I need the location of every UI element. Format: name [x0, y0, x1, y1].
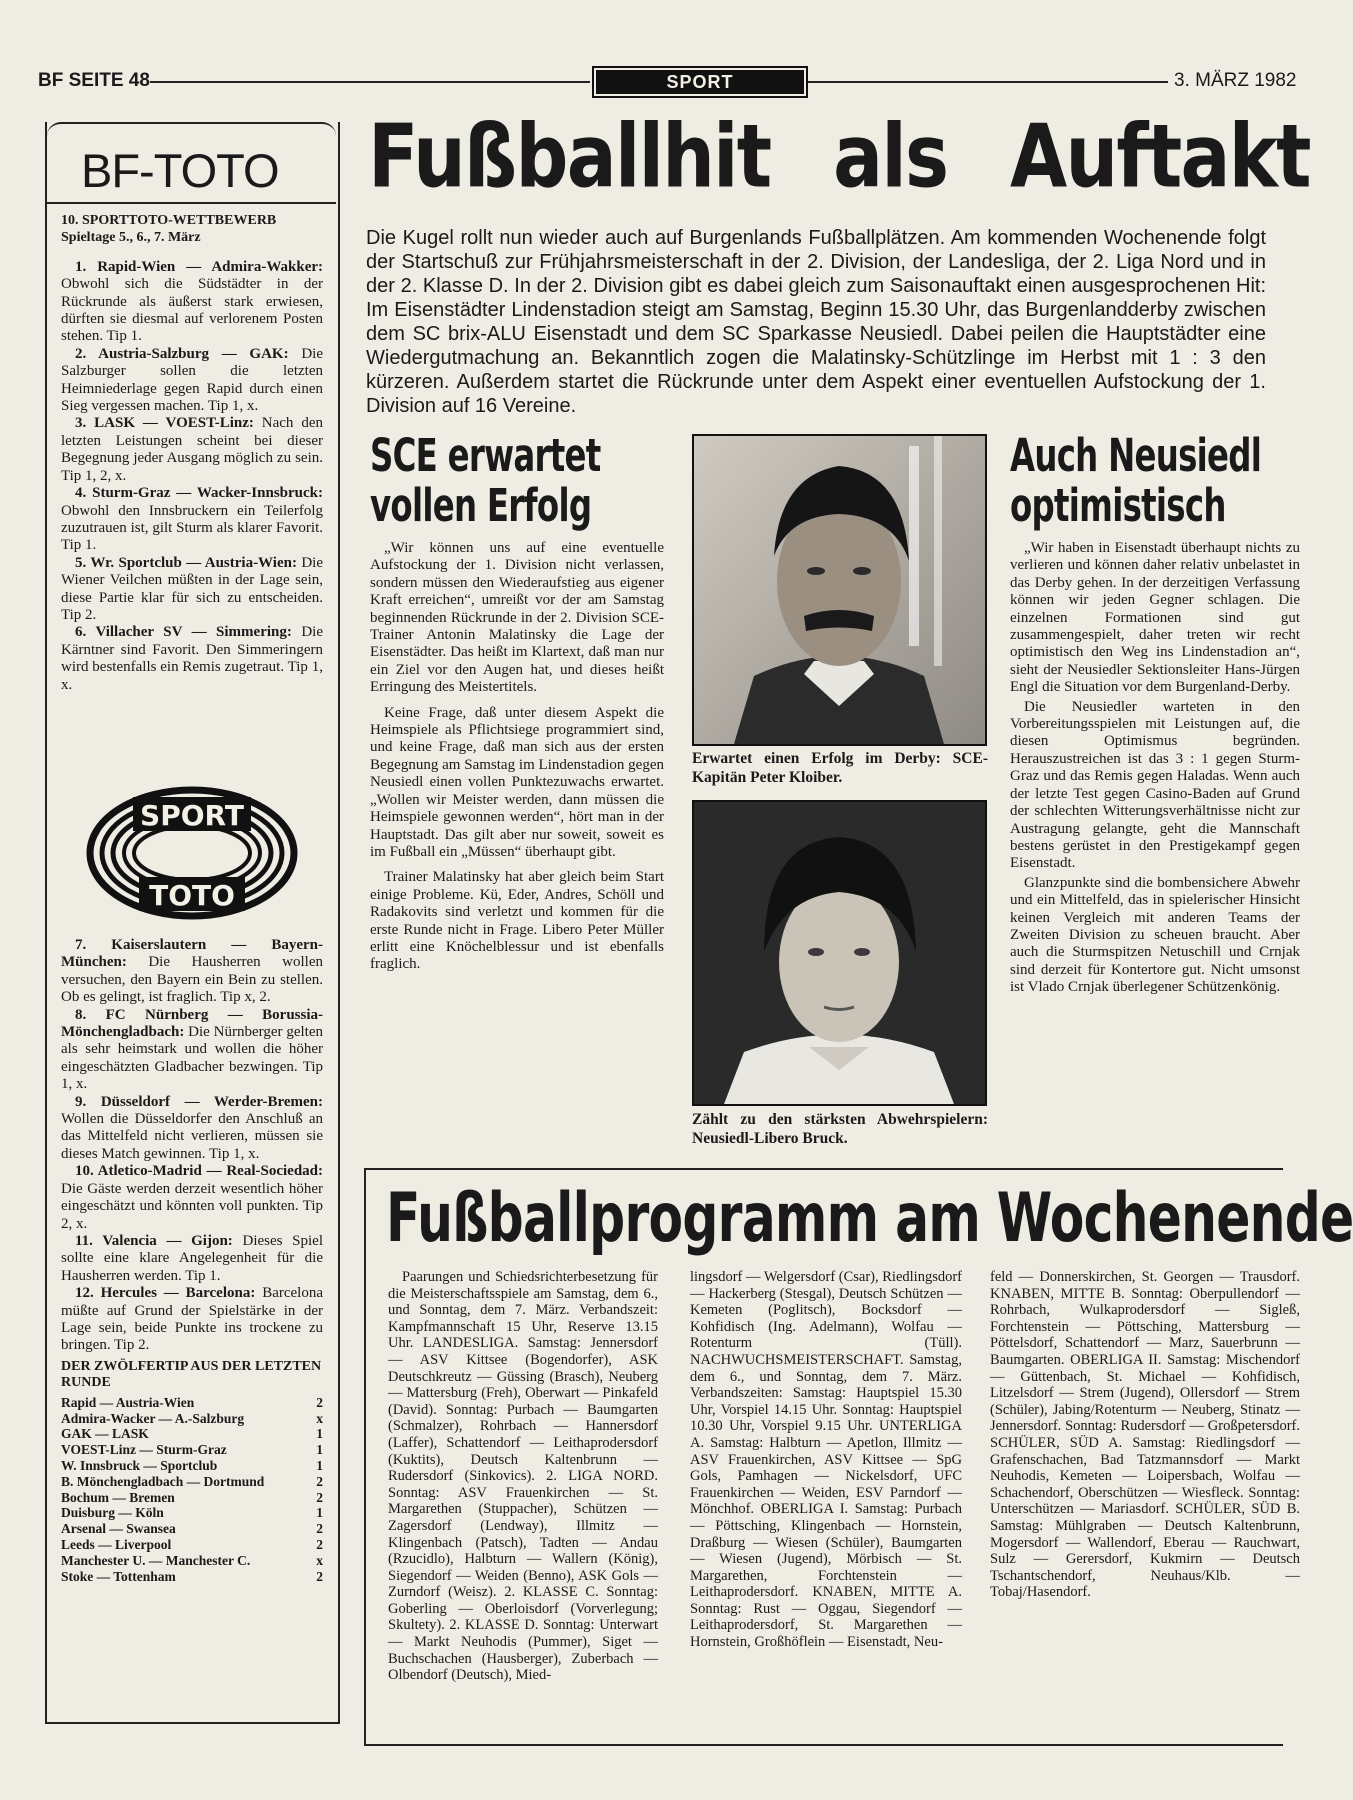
sce-article	[370, 540, 664, 974]
tip-row	[61, 1505, 323, 1521]
toto-comment: Wollen die Düsseldorfer den Anschluß an das Mittelfeld nicht verlieren, müssen sie dieses Match gewinnen. Tip 1, x.	[61, 1111, 323, 1162]
tip-match: Manchester U. — Manchester C.	[61, 1552, 251, 1568]
toto-comment: Die Wiener Veilchen müßten in der Lage sein, diese Partie klar für sich zu entscheiden. Tip 2.	[61, 554, 323, 623]
tip-value: 2	[316, 1521, 323, 1537]
toto-prediction-item	[61, 1163, 323, 1233]
tip-match: VOEST-Linz — Sturm-Graz	[61, 1442, 227, 1458]
tip-value: 2	[316, 1473, 323, 1489]
toto-prediction-item	[61, 259, 323, 346]
neusiedl-headline-line2: optimistisch	[1010, 479, 1226, 532]
toto-prediction-item	[61, 1233, 323, 1285]
tip-row	[61, 1458, 323, 1474]
header-rule-right	[808, 81, 1168, 83]
toto-match: 3. LASK — VOEST-Linz:	[75, 415, 254, 432]
tip-match: Duisburg — Köln	[61, 1505, 164, 1521]
tip-row	[61, 1569, 323, 1585]
toto-match: 11. Valencia — Gijon:	[75, 1232, 233, 1249]
main-intro: Die Kugel rollt nun wieder auch auf Burgenlands Fußballplätzen. Am kommenden Wochenende folgt der Startschuß zur Frühjahrsmeisterschaft in der 2. Division, der Landesliga, der 2. Liga Nord und in der 2. Klasse D. In der 2. Division gibt es dabei gleich zum Saisonauftakt einen ausgesprochenen Hit: Im Eisenstädter Lindenstadion steigt am Samstag, Beginn 15.30 Uhr, das Burgenlandderby zwischen dem SC brix-ALU Eisenstadt und dem SC Sparkasse Neusiedl. Dabei peilen die Hauptstädter eine Wiedergutmachung an. Bekanntlich zogen die Malatinsky-Schützlinge im Herbst mit 1 : 3 den kürzeren. Außerdem startet die Rückrunde unter dem Aspekt einer eventuellen Aufstockung der 1. Division auf 16 Vereine.	[366, 227, 1266, 417]
tip-row	[61, 1442, 323, 1458]
program-text-2: lingsdorf — Welgersdorf (Csar), Riedlingsdorf — Hackerberg (Stesgal), Deutsch Schützen — Kemeten (Poglitsch), Bocksdorf — Kohfidisch (Ing. Adelmann), Wolfau — Rotenturm (Tüll). NACHWUCHSMEISTERSCHAFT. Samstag, dem 6., und Sonntag, dem 7. März. Verbandszeiten: Samstag: Hauptspiel 15.30 Uhr, Vorspiel 14.15 Uhr. Sonntag: Hauptspiel 10.30 Uhr, Vorspiel 9.15 Uhr. UNTERLIGA A. Samstag: Halbturn — Apetlon, Illmitz — ASV Frauenkirchen, ASV Kittsee — SpG Gols, Pamhagen — Nickelsdorf, UFC Frauenkirchen — Weiden, ESV Parndorf — Mönchhof. OBERLIGA I. Samstag: Purbach — Pöttsching, Klingenbach — Hornstein, Draßburg — Wiesen (Schüler), Baumgarten — Wiesen (Jugend), Mörbisch — St. Margarethen, Forchtenstein — Leithaprodersdorf. KNABEN, MITTE A. Sonntag: Rust — Oggau, Siegendorf — Leithaprodersdorf, St. Margarethen — Hornstein, Großhöflein — Eisenstadt, Neu-	[690, 1269, 963, 1651]
neusiedl-paragraph-2: Die Neusiedler warteten in den Vorbereitungsspielen mit Leistungen auf, die diesen Optimismus begründen. Herauszustreichen ist das 3 : 1 gegen Sturm-Graz und das Remis gegen Haladas. Wenn auch der letzte Test gegen Casino-Baden auf Grund der schlechten Witterungsverhältnisse nicht zur Austragung gelangte, geht die Mannschaft bestens gerüstet in den Prestigekampf gegen Eisenstadt.	[1010, 698, 1300, 872]
sport-toto-logo-graphic	[87, 787, 297, 919]
toto-prediction-item	[61, 415, 323, 485]
tip-match: GAK — LASK	[61, 1426, 149, 1442]
tip-value: 1	[316, 1505, 323, 1521]
tip-value: x	[316, 1410, 323, 1426]
toto-match: 1. Rapid-Wien — Admira-Wakker:	[75, 258, 323, 275]
toto-prediction-item	[61, 624, 323, 694]
neusiedl-paragraph-1: „Wir haben in Eisenstadt überhaupt nichts zu verlieren und können daher relativ unbelastet in das Derby gehen. In der derzeitigen Verfassung können wir jeden Gegner schlagen. Die einzelnen Formationen sind gut zusammengespielt, daher treten wir recht optimistisch den Weg ins Lindenstadion an“, sieht der Neusiedler Sektionsleiter Hans-Jürgen Engl die Situation vor dem Burgenland-Derby.	[1010, 540, 1300, 696]
tip-value: 1	[316, 1442, 323, 1458]
tip-match: B. Mönchengladbach — Dortmund	[61, 1473, 265, 1489]
sce-paragraph-1: „Wir können uns auf eine eventuelle Aufstockung der 1. Division nicht verlassen, sondern müssen den Wiederaufstieg aus eigener Kraft erreichen“, umreißt vor der am Samstag beginnenden Rückrunde in der 2. Division SCE-Trainer Antonin Malatinsky die Lage der Eisenstädter. Das heißt im Klartext, daß man nur ein Ziel vor den Augen hat, und dieses heißt Erringung des Meistertitels.	[370, 540, 664, 696]
tip-value: 2	[316, 1536, 323, 1552]
toto-match: 7. Kaiserslautern — Bayern-München:	[61, 937, 323, 971]
main-headline-wrap	[368, 105, 1310, 208]
toto-match: 6. Villacher SV — Simmering:	[75, 624, 292, 641]
section-label: SPORT	[666, 72, 734, 92]
tip-value: 2	[316, 1568, 323, 1584]
program-headline: Fußballprogramm am Wochenende	[386, 1179, 1353, 1258]
program-col-3	[990, 1269, 1300, 1729]
toto-comment: Dieses Spiel sollte eine klare Angelegenheit für die Hausherren werden. Tip 1.	[61, 1232, 323, 1284]
logo-text-sport: SPORT	[140, 799, 244, 832]
sce-headline-line1: SCE erwartet	[370, 429, 601, 482]
toto-match: 9. Düsseldorf — Werder-Bremen:	[75, 1093, 323, 1110]
tip-row	[61, 1490, 323, 1506]
logo-text-toto: TOTO	[149, 879, 235, 912]
sce-headline-wrap	[370, 431, 670, 536]
toto-match: 2. Austria-Salzburg — GAK:	[75, 345, 289, 362]
tip-row	[61, 1474, 323, 1490]
photo-kloiber-caption: Erwartet einen Erfolg im Derby: SCE-Kapitän Peter Kloiber.	[692, 750, 988, 786]
program-headline-wrap	[386, 1179, 1353, 1262]
issue-date: 3. MÄRZ 1982	[1174, 70, 1297, 91]
photo-kloiber-image	[694, 436, 985, 744]
tip-match: Rapid — Austria-Wien	[61, 1394, 195, 1410]
toto-dates: Spieltage 5., 6., 7. März	[61, 230, 201, 246]
toto-box	[45, 122, 340, 1724]
toto-comment: Die Gäste werden derzeit wesentlich höher eingeschätzt und könnten voll punkten. Tip 2, x.	[61, 1180, 323, 1232]
toto-prediction-item	[61, 1285, 323, 1355]
toto-prediction-item	[61, 1094, 323, 1164]
tip-row	[61, 1553, 323, 1569]
toto-comment: Die Hausherren wollen versuchen, den Bayern ein Bein zu stellen. Ob es gelingt, ist fraglich. Tip x, 2.	[61, 954, 323, 1006]
photo-kloiber	[692, 434, 987, 746]
tip-row	[61, 1521, 323, 1537]
toto-title-frame	[47, 122, 336, 204]
toto-match: 8. FC Nürnberg — Borussia-Mönchengladbach:	[61, 1006, 323, 1041]
toto-match: 4. Sturm-Graz — Wacker-Innsbruck:	[75, 485, 323, 502]
toto-comment: Die Nürnberger gelten als sehr heimstark und wollen die höher eingeschätzten Gladbacher bezwingen. Tip 1, x.	[61, 1024, 323, 1093]
neusiedl-paragraph-3: Glanzpunkte sind die bombensichere Abwehr und ein Mittelfeld, das in spielerischer Hinsicht keinen Vergleich mit anderen Teams der Zweiten Division zu scheuen braucht. Aber auch die Sturmspitzen Netuschill und Crnjak sind derzeit für Kontertore gut. Nicht umsonst ist Vlado Crnjak überlegener Schützenkönig.	[1010, 874, 1300, 996]
program-col-2	[690, 1269, 962, 1729]
tip-match: Leeds — Liverpool	[61, 1536, 172, 1552]
program-text-3: feld — Donnerskirchen, St. Georgen — Trausdorf. KNABEN, MITTE B. Sonntag: Oberpullendorf — Rohrbach, Wulkaprodersdorf — Sigleß, Forchtenstein — Pöttsching, Mattersburg — Pöttelsdorf, Schattendorf — Marz, Sauerbrunn — Baumgarten. OBERLIGA II. Samstag: Mischendorf — Güttenbach, St. Michael — Kohfidisch, Litzelsdorf — Strem (Jugend), Ollersdorf — Strem (Schüler), Jabing/Rotenturm — Neuberg, Stinatz — Jennersdorf. Sonntag: Rudersdorf — Großpetersdorf. SCHÜLER, SÜD A. Samstag: Riedlingsdorf — Grafenschachen, Bad Tatzmannsdorf — Markt Neuhodis, Kemeten — Loipersbach, Wolfau — Schachendorf, Oberschützen — Wiesfleck. Sonntag: Unterschützen — Mariasdorf. SCHÜLER, SÜD B. Samstag: Mühlgraben — Deutsch Kaltenbrunn, Mogersdorf — Wallendorf, Eberau — Rauchwart, Sulz — Gerersdorf, Kukmirn — Deutsch Tschantschendorf, Neuhaus/Klb. — Tobaj/Hasendorf.	[990, 1269, 1300, 1601]
toto-content	[61, 212, 323, 694]
sport-toto-logo	[87, 787, 297, 919]
neusiedl-headline-wrap	[1010, 431, 1268, 536]
toto-prediction-item	[61, 1007, 323, 1094]
tip-value: 2	[316, 1394, 323, 1410]
toto-comment: Die Kärntner sind Favorit. Den Simmeringern wird bestenfalls ein Remis zugetraut. Tip 1, x.	[61, 624, 323, 693]
photo-bruck-caption: Zählt zu den stärksten Abwehrspielern: Neusiedl-Libero Bruck.	[692, 1111, 988, 1147]
toto-match: 5. Wr. Sportclub — Austria-Wien:	[75, 554, 297, 571]
tip-match: Bochum — Bremen	[61, 1489, 175, 1505]
toto-comment: Obwohl den Innsbruckern ein Teilerfolg zuzutrauen ist, gilt Sturm als klarer Favorit. Tip 1.	[61, 502, 323, 554]
tip-row	[61, 1411, 323, 1427]
toto-title: BF-TOTO	[81, 144, 279, 197]
neusiedl-article-clip	[1010, 540, 1300, 1160]
neusiedl-headline-line1: Auch Neusiedl	[1010, 429, 1262, 482]
tip-value: 1	[316, 1426, 323, 1442]
sce-headline-line2: vollen Erfolg	[370, 479, 592, 532]
tip-match: Admira-Wacker — A.-Salzburg	[61, 1410, 245, 1426]
toto-comment: Barcelona müßte auf Grund der Spielstärke in der Lage sein, beide Punkte ins trockene zu bringen. Tip 2.	[61, 1285, 323, 1354]
page-label: BF SEITE 48	[38, 70, 150, 91]
toto-comment: Nach den letzten Leistungen scheint bei dieser Begegnung jeder Ausgang möglich zu sein. Tip 1, 2, x.	[61, 415, 323, 484]
toto-comment: Die Salzburger sollen die letzten Heimniederlage gegen Rapid durch einen Sieg vergessen machen. Tip 1, x.	[61, 345, 323, 415]
page-header	[38, 66, 1297, 96]
section-label-box	[592, 66, 808, 98]
toto-prediction-item	[61, 937, 323, 1007]
toto-prediction-item	[61, 346, 323, 416]
toto-match: 12. Hercules — Barcelona:	[75, 1285, 256, 1302]
toto-prediction-item	[61, 485, 323, 555]
toto-predictions-b	[61, 937, 323, 1355]
sce-paragraph-3: Trainer Malatinsky hat aber gleich beim Start einige Probleme. Kü, Eder, Andres, Schöll und Radakovits sind verletzt und kommen für die erste Runde nicht in Frage. Libero Peter Müller erlitt eine Knöchelblessur und ist ebenfalls fraglich.	[370, 869, 664, 973]
tip-row	[61, 1395, 323, 1411]
program-text-1: Paarungen und Schiedsrichterbesetzung für die Meisterschaftsspiele am Samstag, dem 6., und Sonntag, dem 7. März. Verbandszeit: Kampfmannschaft 15 Uhr, Reserve 13.15 Uhr. LANDESLIGA. Samstag: Jennersdorf — ASV Kittsee (Bogendorfer), ASK Deutschkreutz — Güssing (Brasch), Neuberg — Mattersburg (Freh), Oberwart — Pinkafeld (David). Sonntag: Purbach — Baumgarten (Schmalzer), Rohrbach — Hannersdorf (Laffer), Schattendorf — Leithaprodersdorf (Kuktits), Deutsch Kaltenbrunn — Rudersdorf (Sinkovics). 2. LIGA NORD. Sonntag: ASV Frauenkirchen — St. Margarethen (Stuppacher), Schützen — Zagersdorf (Lendway), Illmitz — Klingenbach (Patsch), Tadten — Andau (Rzucidlo), Halbturn — Wallern (König), Siegendorf — Weiden (Benno), ASK Gols — Zurndorf (Weisz). 2. KLASSE C. Sonntag: Goberling — Oberloisdorf (Vorverlegung; Skultety). 2. KLASSE D. Sonntag: Unterwart — Markt Neuhodis (Pummer), Siget — Buchschachen (Hausberger), Zuberbach — Olbendorf (Deutsch), Mied-	[388, 1269, 658, 1684]
tip-match: W. Innsbruck — Sportclub	[61, 1457, 218, 1473]
tip-heading: DER ZWÖLFERTIP AUS DER LETZTEN RUNDE	[61, 1358, 322, 1390]
tip-match: Arsenal — Swansea	[61, 1521, 176, 1537]
toto-content-b	[61, 937, 323, 1584]
photo-bruck	[692, 800, 987, 1106]
tip-match: Stoke — Tottenham	[61, 1568, 176, 1584]
tip-value: 2	[316, 1489, 323, 1505]
toto-match: 10. Atletico-Madrid — Real-Sociedad:	[75, 1163, 323, 1180]
toto-competition: 10. SPORTTOTO-WETTBEWERB	[61, 213, 277, 228]
toto-comment: Obwohl sich die Südstädter in der Rückrunde als äußerst stark erwiesen, dürften sie diesmal auf verlorenem Posten stehen. Tip 1.	[61, 276, 323, 345]
tip-row	[61, 1426, 323, 1442]
tip-row	[61, 1537, 323, 1553]
header-rule-left	[150, 81, 590, 83]
sce-paragraph-2: Keine Frage, daß unter diesem Aspekt die Heimspiele als Pflichtsiege programmiert sind, und keine Frage, daß man sich aus der ersten Begegnung am Samstag im Lindenstadion gegen Neusiedl einen vollen Punktezuwachs erwartet. „Wollen wir Meister werden, dann müssen die Heimspiele gewonnen werden“, hört man in der Hauptstadt. Das gilt aber nur soweit, soweit es im Fußball ein „Müssen“ überhaupt gibt.	[370, 704, 664, 860]
program-box	[364, 1168, 1353, 1746]
tip-value: 1	[316, 1457, 323, 1473]
toto-prediction-item	[61, 555, 323, 625]
photo-bruck-image	[694, 802, 985, 1104]
tip-table	[61, 1395, 323, 1585]
main-headline: Fußballhit als Auftakt	[368, 105, 1310, 208]
tip-value: x	[316, 1552, 323, 1568]
program-col-1	[388, 1269, 658, 1729]
toto-predictions-a	[61, 259, 323, 694]
